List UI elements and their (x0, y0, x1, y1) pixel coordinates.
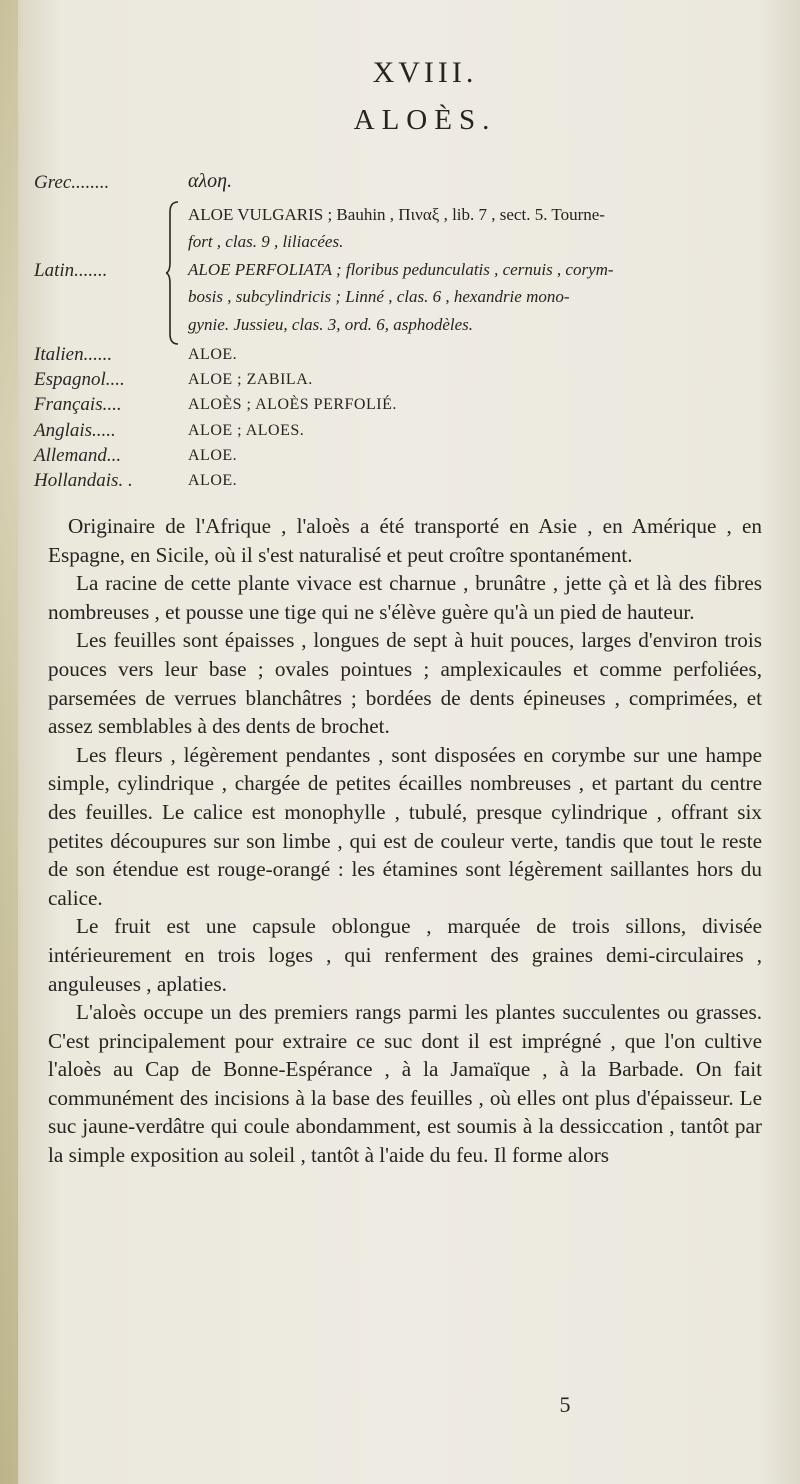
lang-label-hollandais: Hollandais. . (34, 470, 133, 491)
paragraph: Les feuilles sont épaisses , longues de sept à huit pouces, larges d'environ trois pouces vers leur base ; ovales pointues ; amplexicaules et comme perfoliées, parsemées de verrues blanchâtres ; bordées de dents épineuses , comprimées, et assez semblables à des dents de brochet. (48, 628, 762, 739)
hollandais-name: ALOE. (188, 472, 238, 489)
paragraph: Le fruit est une capsule oblongue , marquée de trois sillons, divisée intérieurement en trois loges , qui renferment des graines demi-circulaires , anguleuses , aplaties. (48, 914, 762, 996)
latin-line-1: ALOE VULGARIS ; Bauhin , Πιναξ , lib. 7 , sect. 5. Tourne- (188, 205, 605, 224)
latin-line-2: fort , clas. 9 , liliacées. (188, 232, 344, 251)
greek-name: αλοη. (188, 170, 233, 192)
brace-icon (166, 200, 180, 346)
page-number: 5 (559, 1392, 571, 1417)
lang-label-francais: Français.... (34, 394, 122, 415)
paragraph: Les fleurs , légèrement pendantes , sont disposées en corymbe sur une hampe simple, cylindrique , chargée de petites écailles nombreuses , et partant du centre des feuilles. Le calice est monophylle , tubulé, presque cylindrique , offrant six petites découpures sur son limbe , qui est de couleur verte, tandis que tout le reste de son étendue est rouge-orangé : les étamines sont légèrement saillantes hors du calice. (48, 742, 762, 910)
chapter-title: ALOÈS. (353, 104, 497, 136)
espagnol-name: ALOE ; ZABILA. (188, 371, 313, 388)
paragraph: La racine de cette plante vivace est charnue , brunâtre , jette çà et là des fibres nombreuses , et pousse une tige qui ne s'élève guère qu'à un pied de hauteur. (48, 571, 762, 624)
latin-line-5: gynie. Jussieu, clas. 3, ord. 6, asphodèles. (188, 315, 474, 334)
lang-label-italien: Italien...... (34, 344, 113, 365)
latin-line-3: ALOE PERFOLIATA ; floribus pedunculatis , cernuis , corym- (188, 260, 614, 279)
page-binding-edge (0, 0, 18, 1484)
allemand-name: ALOE. (188, 447, 238, 464)
francais-name: ALOÈS ; ALOÈS PERFOLIÉ. (188, 396, 397, 413)
body-text (48, 512, 762, 1170)
lang-label-anglais: Anglais..... (34, 420, 116, 441)
lang-label-grec: Grec........ (34, 172, 110, 193)
chapter-number: XVIII. (372, 56, 478, 89)
lang-label-latin: Latin....... (34, 260, 108, 281)
paragraph: L'aloès occupe un des premiers rangs parmi les plantes succulentes ou grasses. C'est principalement pour extraire ce suc dont il est imprégné , que l'on cultive l'aloès au Cap de Bonne-Espérance , à la Jamaïque , à la Barbade. On fait communément des incisions à la base des feuilles , où elles ont plus d'épaisseur. Le suc jaune-verdâtre qui coule abondamment, est soumis à la dessiccation , tantôt par la simple exposition au soleil , tantôt à l'aide du feu. Il forme alors (48, 1000, 762, 1168)
paragraph: Originaire de l'Afrique , l'aloès a été transporté en Asie , en Amérique , en Espagne, en Sicile, où il s'est naturalisé et peut croître spontanément. (48, 514, 762, 567)
latin-line-4: bosis , subcylindricis ; Linné , clas. 6 , hexandrie mono- (188, 287, 570, 306)
anglais-name: ALOE ; ALOES. (188, 422, 305, 439)
italien-name: ALOE. (188, 346, 238, 363)
lang-label-espagnol: Espagnol.... (34, 369, 125, 390)
lang-label-allemand: Allemand... (34, 445, 122, 466)
